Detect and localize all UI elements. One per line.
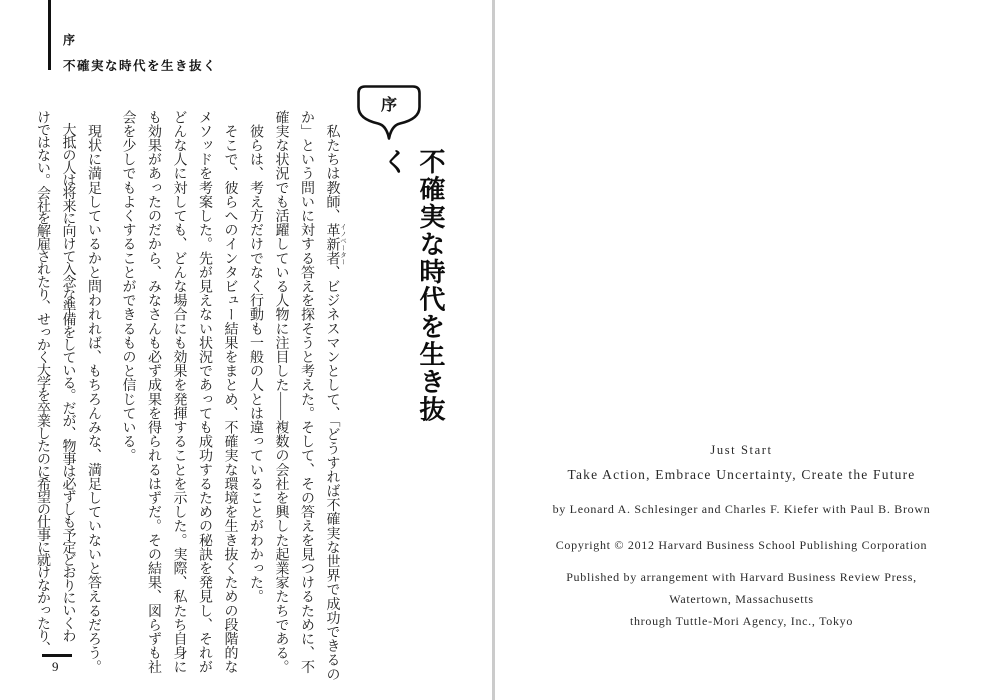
right-page [495,0,988,700]
book-byline: by Leonard A. Schlesinger and Charles F. Kiefer with Paul B. Brown [552,502,931,516]
colophon-block [495,443,988,629]
body-text-column: 彼らは、考え方だけでなく行動も一般の人とは違っていることがわかった。 [248,110,263,604]
running-header [63,31,217,74]
running-header-chapter: 序 [63,33,77,47]
body-text-column: 確実な状況でも活躍している人物に注目した——複数の会社を興した起業家たちである。 [273,110,289,674]
folio-rule [42,654,72,657]
arrangement-line-2: Watertown, Massachusetts [669,592,814,606]
body-text [35,110,347,690]
left-page [0,0,492,700]
body-text-column: メソッドを考案した。先が見えない状況であっても成功するための秘訣を発見し、それが [197,110,212,674]
copyright-line: Copyright © 2012 Harvard Business School Publishing Corporation [555,538,928,552]
header-edge-rule [48,0,51,70]
arrangement-line-1: Published by arrangement with Harvard Business Review Press, [566,570,917,584]
body-text-column: けではない。会社を解雇されたり、せっかく大学を卒業したのに希望の仕事に就けなかったり、 [35,110,50,654]
page-number: 9 [52,659,59,674]
body-text-column: そこで、彼らへのインタビュー結果をまとめ、不確実な環境を生き抜くための段階的な [222,110,238,674]
body-text-column: も効果があったのだから、みなさんも必ず成果を得られるはずだ。その結果、図らずも社 [146,110,161,674]
body-text-column: 私たちは教師、革新者 イノベーター、ビジネスマンとして、「どうすれば不確実な世界で成功できるの [324,110,346,682]
book-subtitle-english: Take Action, Embrace Uncertainty, Create the Future [567,467,916,482]
body-text-column: 現状に満足しているかと問われれば、もちろんみな、満足していないと答えるだろう。 [86,110,101,674]
body-text-column: か」という問いに対する答えを探そうと考えた。そして、その答えを見つけるために、不 [299,110,314,674]
running-header-title: 不確実な時代を生き抜く [63,59,218,73]
body-text-column: 大抵の人は将来に向けて入念な準備をしている。だが、物事は必ずしも予定どおりにいくわ [60,110,76,642]
arrangement-line-3: through Tuttle-Mori Agency, Inc., Tokyo [629,614,854,628]
book-title-english: Just Start [710,443,773,457]
chapter-marker-balloon [357,85,421,143]
chapter-marker-label: 序 [380,97,398,114]
chapter-title: 不確実な時代を生き抜く [379,148,446,423]
body-text-column: 会を少しでもよくすることができるものと信じている。 [120,110,136,463]
body-text-column: どんな人に対しても、どんな場合にも効果を発揮することを示した。実際、私たち自身に [171,110,187,674]
